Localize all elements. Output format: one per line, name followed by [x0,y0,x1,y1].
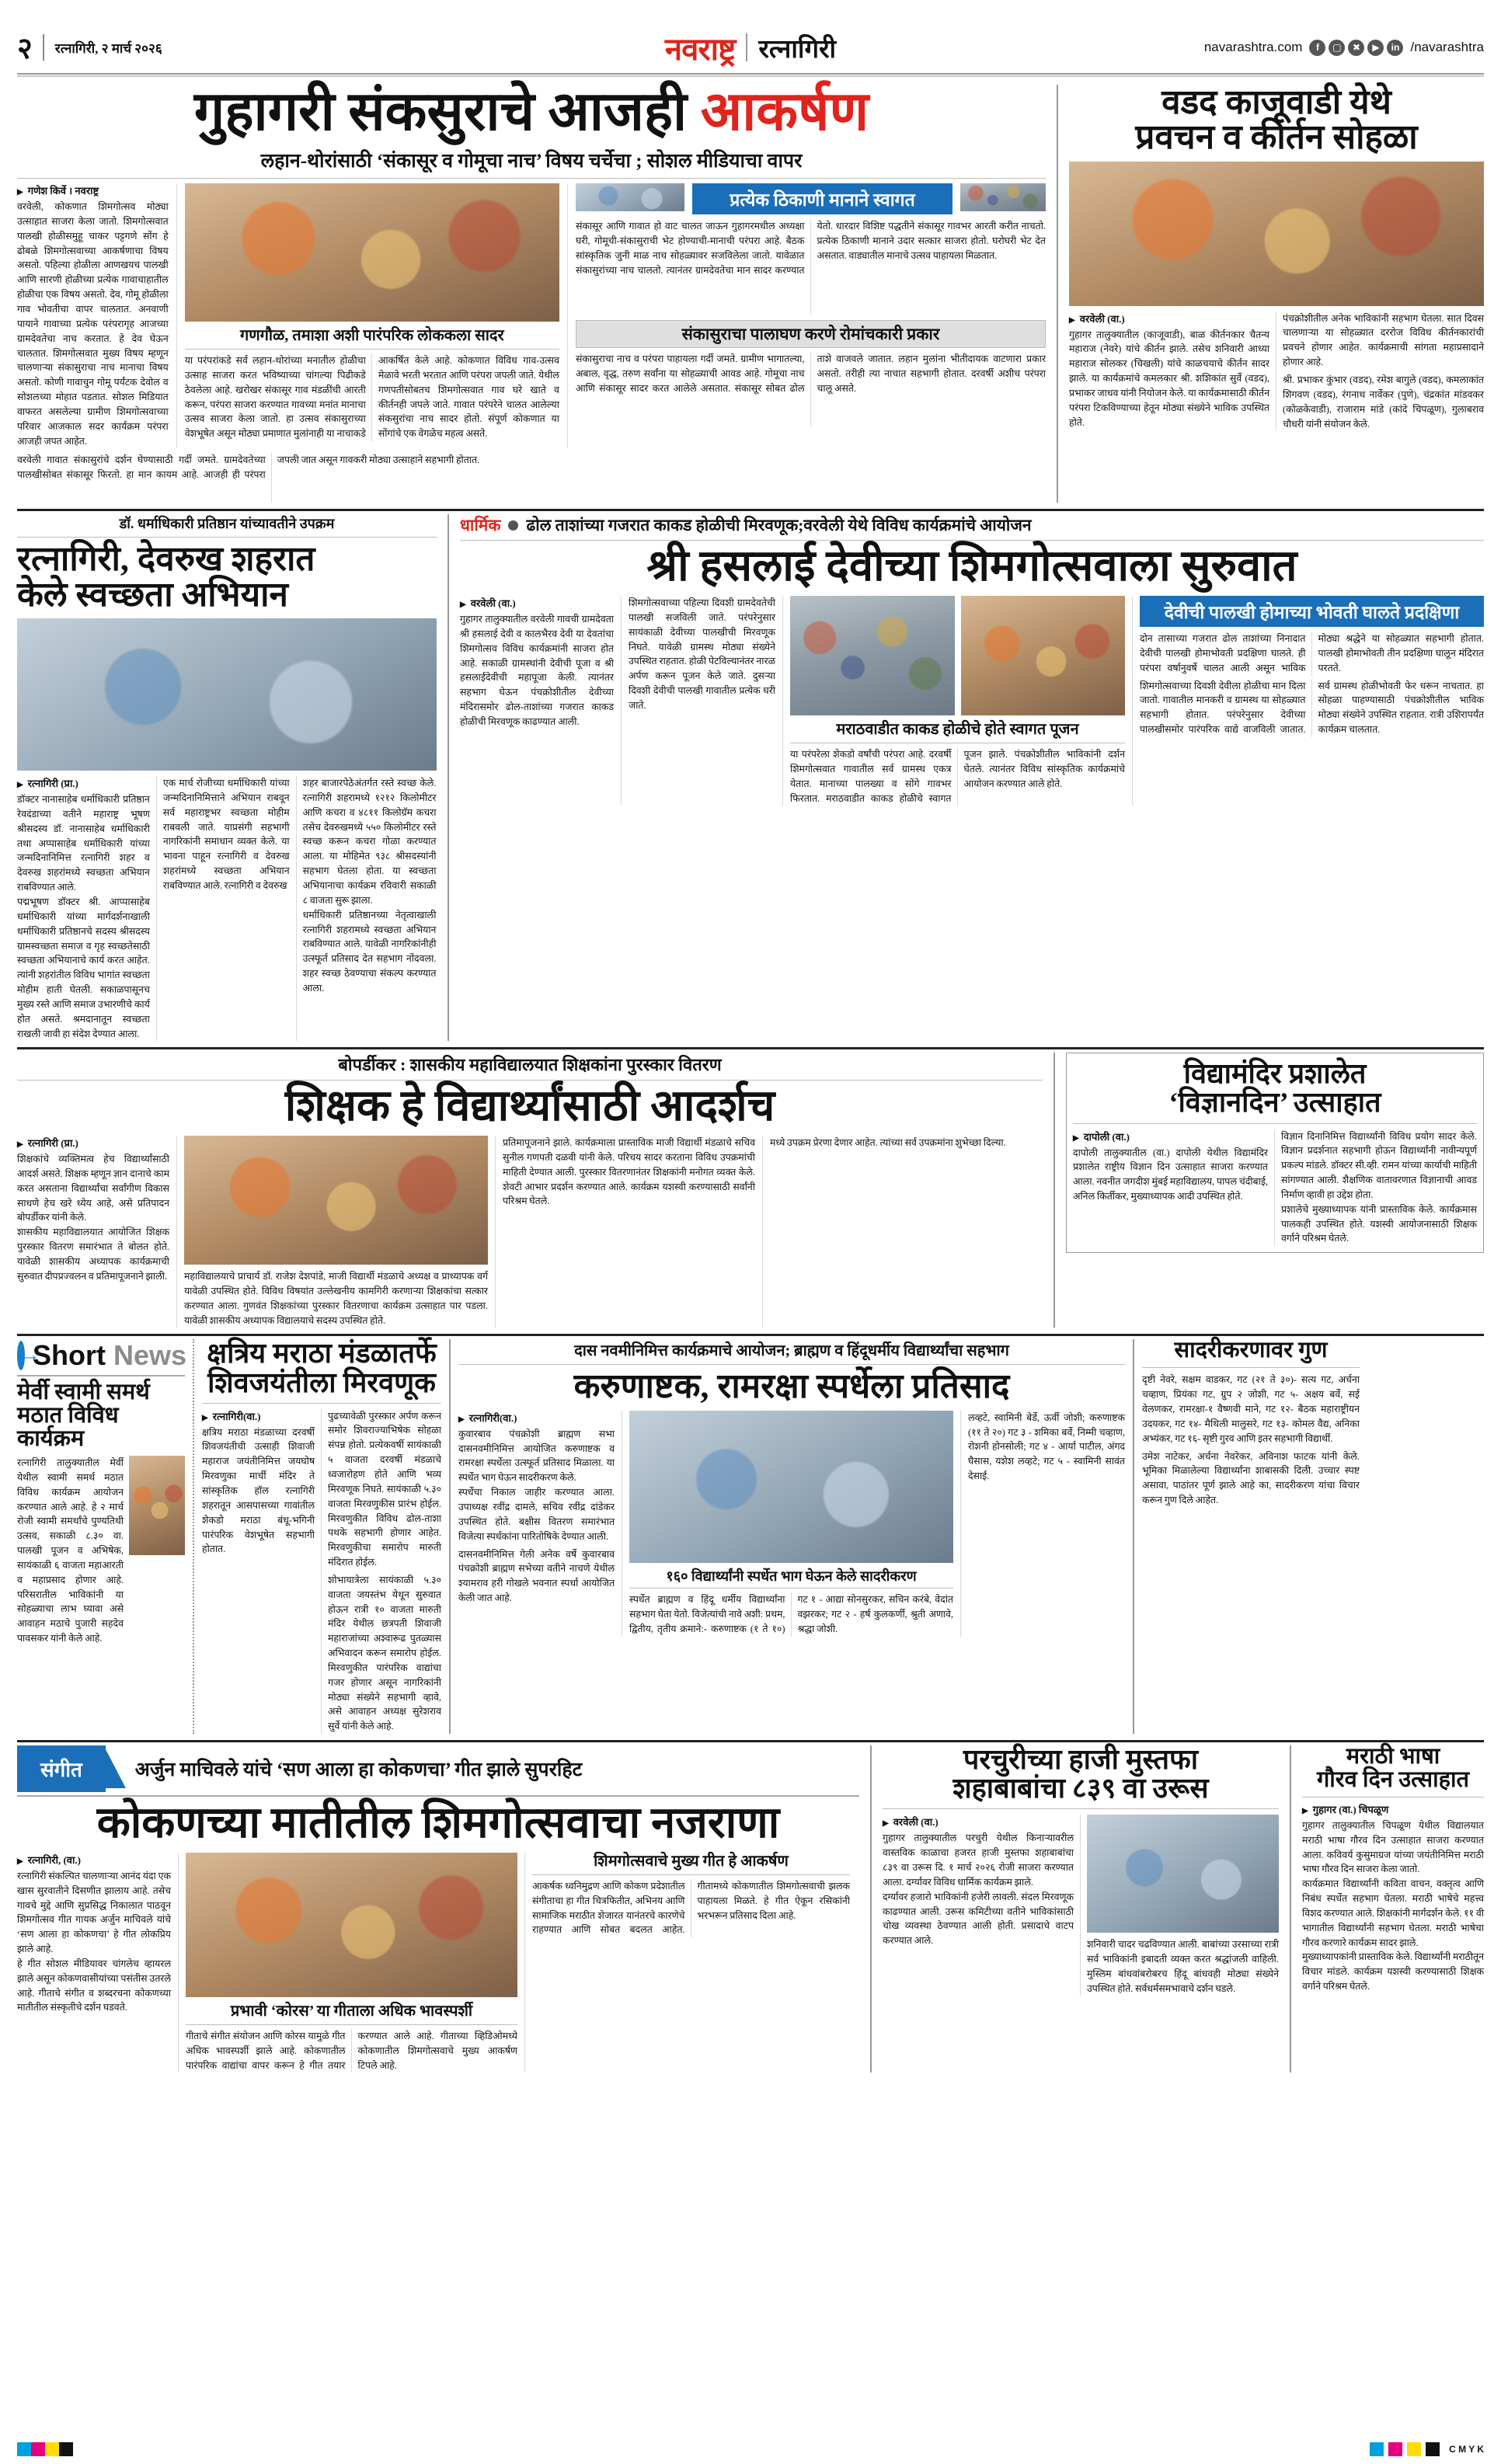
sadarikaran-headline: सादरीकरणावर गुण [1174,1338,1328,1363]
cmyk-bar-left [17,2442,73,2456]
sangeet-dateline: ▶ रत्नागिरी, (वा.) [17,1853,171,1867]
swachhata-headline-1: रत्नागिरी, देवरुख शहरात [17,540,315,579]
lead-headline [17,82,1046,142]
haslai-body-5: शिमगोत्सवाच्या दिवशी देवीला होळीचा मान दिला जातो. गावातील मानकरी व ग्रामस्थ या सोहळ्यात सहभागी होतात. परंपरेनुसार देवीच्या पालखीसमोर पारंपरिक वाद्ये वाजविली जातात. सर्व ग्रामस्थ होळीभोवती फेर धरून नाचतात. हा सोहळा पाहण्यासाठी पंचक्रोशीतील भाविक मोठ्या संख्येने उपस्थित राहतात. रात्री उशिरापर्यंत कार्यक्रम चालतात. [1140,680,1484,736]
cyan-swatch [17,2442,31,2456]
lead-headline-accent: आकर्षण [700,82,869,142]
shivjayanti-short-body: शोभायात्रेला सायंकाळी ५.३० वाजता जयस्तंभ येथून सुरुवात होऊन रात्री १० वाजता मारुती मंदिर येथील छत्रपती शिवाजी महाराजांच्या अश्वारूढ पुतळ्यास अभिवादन करून समारोप होईल. मिरवणुकीत पारंपरिक वाद्यांचा गजर होणार असून नागरिकांनी मोठ्या संख्येने सहभागी व्हावे, असे आवाहन अध्यक्ष सुरेशराव सुर्वे यांनी केले आहे. [328,1574,441,1732]
yellow-swatch [45,2442,59,2456]
facebook-icon[interactable]: f [1309,40,1325,56]
lead-box-body-1: संकासूर आणि गावात हो वाट चालत जाऊन गुहागरमधील अध्यक्षा घरी, गोमूची-संकासुराची भेट होण्याची-मानाची परंपरा आहे. बैठक सांस्कृतिक जुनी माळ नाच सोहळ्यावर सजविलेला जातो. यावेळात संकासुरांच्या नाच चालतो. त्यानंतर ग्रामदेवतेचा मान सादर करण्यात येतो. धारदार विशिष्ट पद्धतीने संकासूर गावभर आरती करीत नाचतो. प्रत्येक ठिकाणी मानाने उदार सत्कार साजरा होतो. घरोघरी भेट देत असतात. वाड्यातील मानाचे उत्सव पाहायला मिळतात. [575,221,1047,276]
marathi-dateline: ▶ गुहागर (वा.) चिपळूण [1302,1802,1484,1816]
block-education [17,1053,1484,1328]
lead-thumb-right [960,183,1046,211]
page-number: २ [17,33,32,65]
sangeet-caption-rule [186,2024,517,2025]
sangeet-kicker-row [17,1745,859,1792]
magenta-swatch [31,2442,45,2456]
haslai-body-3: या परंपरेला शेकडो वर्षांची परंपरा आहे. दरवर्षी शिमगोत्सवात गावातील सर्व ग्रामस्थ एकत्र येतात. मानाच्या पालख्या व सोंगे गावभर फिरतात. मराठवाडीत काकड होळीचे स्वागत पूजन झाले. पंचक्रोशीतील भाविकांनी दर्शन घेतले. त्यानंतर विविध सांस्कृतिक कार्यक्रमांचे आयोजन करण्यात आले होते. [790,749,1125,804]
mervi-body: रत्नागिरी तालुक्यातील मेर्वी येथील स्वामी समर्थ मठात विविध कार्यक्रम आयोजन करण्यात आले आहे. हे २ मार्च रोजी स्वामी समर्थांचे पुण्यतिथी उत्सव, सकाळी ८.३० वा. पालखी पूजन व अभिषेक, सायंकाळी ६ वाजता महाआरती व महाप्रसाद होणार आहे. परिसरातील भाविकांनी या सोहळ्याचा लाभ घ्यावा असे आवाहन मठाचे पुजारी सहदेव पावसकर यांनी केले आहे. [17,1457,124,1644]
marathi-headline-2: गौरव दिन उत्साहात [1316,1767,1470,1793]
sangeet-rule [17,1795,859,1797]
karunashtak-dateline: ▶ रत्नागिरी(वा.) [458,1411,615,1425]
lead-subhead: लहान-थोरांसाठी ‘संकासूर व गोमूचा नाच’ विषय चर्चेचा ; सोशल मीडियाचा वापर [260,151,803,172]
mervi-headline-2: मठात विविध कार्यक्रम [17,1403,119,1452]
haslai-body-2: शिमगोत्सवाच्या पहिल्या दिवशी ग्रामदेवतेची पालखी सजविली जाते. परंपरेनुसार सायंकाळी देवीच्या पालखीची मिरवणूक निघते. यावेळी ग्रामस्थ मोठ्या संख्येने उपस्थित राहतात. होळी पेटविल्यानंतर नारळ अर्पण करून पूजन केले जाते. दुसऱ्या दिवशी देवीची पालखी गावातील प्रत्येक घरी जाते. [629,597,775,712]
block-community [17,1339,1484,1734]
karunashtak-caption-rule [629,1588,953,1589]
shikshak-col-2 [177,1136,496,1328]
haslai-rule [460,540,1484,541]
shikshak-photo [184,1136,488,1265]
haji-col-2 [1081,1815,1279,1996]
arrow-circle-icon [17,1341,25,1370]
vadad-photo [1069,162,1484,306]
block-separator-4 [17,1740,1484,1742]
swachhata-body-4: शहर बाजारपेठेअंतर्गत रस्ते स्वच्छ केले. रत्नागिरी शहरामध्ये १२१२ किलोमीटर आणि कचरा व ४८११ किलोग्रॅम कचरा तसेच देवरुखमध्ये ५५० किलोमीटर रस्ते स्वच्छ करून कचरा गोळा करण्यात आला. या मोहिमेत ९३८ श्रीसदस्यांनी सहभाग घेतला होता. या स्वच्छता अभियानाचा कार्यक्रम रविवारी सकाळी ८ वाजता सुरू झाला. [302,778,437,906]
social-handle[interactable]: /navarashtra [1410,40,1484,54]
kshatriya-story [194,1339,451,1734]
vadad-body-area [1069,311,1484,432]
logo-navarashtra: नवराष्ट्र [664,31,736,67]
haslai-headline: श्री हसलाई देवीच्या शिमगोत्सवाला सुरुवात [646,542,1297,591]
sangeet-body-3: आकर्षक ध्वनिमुद्रण आणि कोकण प्रदेशातील संगीताचा हा गीत चित्रफितीत, अभिनय आणि सामाजिक मराठीत शेजारत यानंतरचे कारणेचे राहण्यात आणि सोबत बदलत आहेत. गीतामध्ये कोकणातील शिमगोत्सवाची झलक पाहायला मिळते. हे गीत ऐकून रसिकांनी भरभरून प्रतिसाद दिला आहे. [532,1880,850,1936]
karunashtak-headline: करुणाष्टक, रामरक्षा स्पर्धेला प्रतिसाद [573,1367,1010,1406]
haslai-dateline: ▶ वरवेली (वा.) [460,596,614,610]
haji-headline-2: शहाबाबांचा ८३९ वा उरूस [952,1773,1209,1804]
vidyamandir-dateline: ▶ दापोली (वा.) [1073,1129,1268,1143]
vidyamandir-rule [1073,1123,1477,1124]
marathi-body-2: कार्यक्रमात विद्यार्थ्यांनी कविता वाचन, वक्तृत्व आणि निबंध स्पर्धेत सहभाग घेतला. मराठी भाषेचे महत्त्व विशद करण्यात आले. शिक्षकांनी मार्गदर्शन केले. ११ वी भागातील विद्यार्थ्यांनी सहभाग घेतला. मराठी भाषेचा गौरव करणारे कार्यक्रम सादर झाले. [1302,1878,1484,1948]
block-lead [17,82,1484,503]
haslai-photo-row [790,596,1125,715]
instagram-icon[interactable]: ▢ [1329,40,1345,56]
sangeet-col-3 [525,1853,850,2073]
vadad-body-2: पंचक्रोशीतील अनेक भाविकांनी सहभाग घेतला. सात दिवस चालणाऱ्या या सोहळ्यात दररोज विविध कीर्तनकारांची प्रवचने होणार आहेत. कार्यक्रमाची सांगता महाप्रसादाने होणार आहे. [1283,312,1484,368]
vadad-caption-names: श्री. प्रभाकर कुंभार (वडद), रमेश बागुले (वडद), कमलाकांत शिगवण (वडद), रंगनाथ नार्वेकर (पुणे), चंद्रकांत मांडवकर (कोळकेवाडी), राजाराम मांडे (कांदे चिपळूण), गुलाबराव चौधरी यांनी संयोजन केले. [1283,374,1484,430]
logo-separator [746,33,747,61]
haslai-body-4: दोन तासाच्या गजरात ढोल ताशांच्या निनादात देवीची पालखी होमाभोवती प्रदक्षिणा घालते. ही परंपरा वर्षानुवर्षे चालत आली असून भाविक मोठ्या श्रद्धेने या सोहळ्यात सहभागी होतात. पालखी होमाभोवती तीन प्रदक्षिणा घालून मंदिरात परतते. [1140,633,1484,673]
sangeet-col-1 [17,1853,179,2073]
karunashtak-body-area [458,1411,1125,1637]
sangeet-poster [186,1853,517,1997]
haji-col-1 [883,1815,1081,1996]
sangeet-body-2: हे गीत सोशल मीडियावर चांगलेच व्हायरल झाले असून कोकणवासीयांच्या पसंतीस उतरले आहे. गीताचे संगीत व शब्दरचना कोकणच्या मातीतील संस्कृतीचे दर्शन घडवते. [17,1958,171,2013]
karunashtak-photo [629,1411,953,1563]
sangeet-sub-caption: शिमगोत्सवाचे मुख्य गीत हे आकर्षण [594,1852,789,1870]
haslai-col-4 [1133,596,1484,806]
block-culture [17,1745,1484,2072]
linkedin-icon[interactable]: in [1387,40,1403,56]
karunashtak-body-1: कुवारबाव पंचक्रोशी ब्राह्मण सभा दासनवमीनिमित्त आयोजित करुणाष्टक व रामरक्षा स्पर्धेला उत्स्फूर्त प्रतिसाद मिळाला. या स्पर्धेत भाग घेऊन सादरीकरण केले. [458,1428,615,1484]
karunashtak-rule [458,1364,1125,1365]
sadarikaran-rule [1142,1367,1360,1368]
lead-photo-caption: गणगौळ, तमाशा अशी पारंपरिक लोककला सादर [239,327,504,345]
haji-body-2: शनिवारी चादर चढविण्यात आली. बाबांच्या उरसाच्या रात्री सर्व भाविकांनी इबादती व्यक्त करत श्रद्धांजली वाहिली. मुस्लिम बांधवांबरोबरच हिंदू बांधवही मोठ्या संख्येने उपस्थित होते. सर्वधर्मसमभावाचे दर्शन घडले. [1087,1939,1279,1994]
shortnews-column [17,1339,194,1734]
vadad-col-2 [1276,311,1484,432]
lead-box-title: प्रत्येक ठिकाणी मानाने स्वागत [692,183,952,214]
vadad-col-1 [1069,311,1276,432]
black-swatch [59,2442,73,2456]
karunashtak-photo-caption: १६० विद्यार्थ्यांनी स्पर्धेत भाग घेऊन केले सादरीकरण [666,1568,917,1584]
shikshak-body-1: शिक्षकांचे व्यक्तिमत्व हेच विद्यार्थ्यांसाठी आदर्श असते. शिक्षक म्हणून ज्ञान दानाचे काम करत असताना विद्यार्थ्यांचा सर्वांगीण विकास साधणे हेच खरे ध्येय आहे, असे प्रतिपादन बोपर्डीकर यांनी केले. [17,1154,169,1223]
shortnews-rule [17,1375,185,1376]
vidyamandir-headline-2: ‘विज्ञानदिन’ उत्साहात [1168,1087,1381,1119]
lead-col-1 [17,183,177,448]
shikshak-kicker: बोपर्डीकर : शासकीय महाविद्यालयात शिक्षकांना पुरस्कार वितरण [338,1055,722,1075]
sangeet-body-4: गीताचे संगीत संयोजन आणि कोरस यामुळे गीत अधिक भावस्पर्शी झाले आहे. कोकणातील पारंपरिक वाद्यांचा वापर करून हे गीत तयार करण्यात आले आहे. गीताच्या व्हिडिओमध्ये कोकणातील शिमगोत्सवाचे मुख्य आकर्षण टिपले आहे. [186,2030,517,2071]
shortnews-label-1: Short [33,1339,106,1372]
shikshak-col-1 [17,1136,177,1328]
marathi-body-1: गुहागर तालुक्यातील चिपळूण येथील विद्यालयात मराठी भाषा गौरव दिन उत्साहात साजरा करण्यात आला. कविवर्य कुसुमाग्रज यांच्या जयंतीनिमित्त मराठी भाषा गौरव दिन साजरा केला जातो. [1302,1819,1484,1875]
mervi-photo [129,1456,185,1555]
swachhata-rule [17,537,437,538]
vidyamandir-col-1 [1073,1129,1275,1247]
karunashtak-story [451,1339,1134,1734]
lead-box-body-2: संकासुराचा नाच व परंपरा पाहायला गर्दी जमते. ग्रामीण भागातल्या, अबाल, वृद्ध, तरुण सर्वांना या सोहळ्याची आवड आहे. गोमूचा नाच आणि संकासूर सादर करत आलेले असतात. संकासूर सोबत ढोल ताशे वाजवले जातात. लहान मुलांना भीतीदायक वाटणारा प्रकार असतो. तरीही त्या नाचात सहभागी होतात. दरवर्षी अशीच परंपरा चालू असते. [575,353,1047,394]
shikshak-dateline: ▶ रत्नागिरी (प्रा.) [17,1136,169,1150]
shikshak-col-4 [763,1136,1030,1328]
haslai-body-area [460,596,1484,806]
vidyamandir-story [1055,1053,1484,1328]
haslai-kicker-row [460,514,1484,536]
lead-headline-main: गुहागरी संकसुराचे आजही [193,82,701,142]
karunashtak-body-4: लव्हटे, स्वामिनी बेर्डे, ऊर्वी जोशी; करुणाष्टक (११ ते २०) गट ३ - शमिका बर्वे, निम्मी चव्हाण, रोशनी होनसोली; गट ४ - आर्या पाटील, अंगद घैसास, यशेश लव्हटे; गट ५ - स्वामिनी सावंत देसाई. [967,1411,1125,1482]
vidyamandir-body-3: प्रशालेचे मुख्याध्यापक यांनी प्रास्ताविक केले. कार्यक्रमास पालकही उपस्थित होते. यशस्वी आयोजनासाठी शिक्षक वर्गाने परिश्रम घेतले. [1281,1203,1477,1244]
sangeet-story [17,1745,872,2072]
vadad-body-1: गुहागर तालुक्यातील (काजूवाडी), बाळ कीर्तनकार चैतन्य महाराज (नेवरे) यांचे कीर्तन झाले. तसेच शनिवारी आध्या महाराज सोलकर (चिखली) यांचे काळचयाचे कीर्तन सादर झाले. या कार्यक्रमांचे कमलकार श्री. शशिकांत सुर्वे (वडद), प्रभाकर जाधव यांनी नियोजन केले. या कार्यक्रमासाठी कीर्तन परंपरा टिकविण्याच्या हेतून मोठ्या संख्येने भाविक उपस्थित होते. [1069,329,1269,428]
lead-col-3 [568,183,1046,448]
lead-box-head-row [576,183,1046,214]
haji-rule [883,1808,1279,1809]
masthead [17,0,1484,68]
kshatriya-col-2 [322,1409,441,1735]
kshatriya-body-area [202,1409,441,1735]
sadarikaran-body-1: दृष्टी नेवरे, सक्षम वाडकर, गट (२१ ते ३०)- सत्य गट, अर्चना चव्हाण, प्रियंका गट, ग्रुप २ जोशी, गट ५- अक्षय बर्वे, सई वेलणकर, रामरक्षा-१ वैष्णवी माने, गट १२- बैठक महाराष्ट्रीयन उदयकर, गट १४- मैथिली मालुसरे, गट १३- कोमल वैद्य, अनिका अभ्यंकर, गट १६- सृष्टी गुरव आणि इतर सहभागी विद्यार्थी. [1142,1374,1360,1444]
marathi-headline-1: मराठी भाषा [1346,1744,1440,1770]
kshatriya-body-2: पुढच्यावेळी पुरस्कार अर्पण करून समोर शिवराज्याभिषेक सोहळा संपन्न होतो. प्रत्येकवर्षी सायंकाळी ५ वाजता दरवर्षी मंडळाचे ध्वजारोहण होते आणि भव्य मिरवणूक निघते. सायंकाळी ५.३० वाजता मिरवणुकीस प्रारंभ होईल. मिरवणुकीत विविध ढोल-ताशा पथके सहभागी होणार आहेत. मिरवणुकीचा समारोप मारुती मंदिरात होईल. [328,1410,441,1568]
shortnews-header[interactable] [17,1339,185,1372]
masthead-logo[interactable] [516,26,985,69]
sadarikaran-body-2: उमेश नाटेकर, अर्चना नेवरेकर, अविनाश फाटक यांनी केले. भूमिका मिळालेल्या विद्यार्थ्यांना शाबासकी दिली. उच्चार स्पष्ट असावा, पाठांतर पूर्ण झाले आहे का, सादरीकरण यांचा विचार करून गुण दिले आहेत. [1142,1450,1360,1506]
haji-body-3: दर्ग्यावर हजारो भाविकांनी हजेरी लावली. संदल मिरवणूक काढण्यात आली. उरूस कमिटीच्या वतीने भाविकांसाठी चोख व्यवस्था ठेवण्यात आली होती. प्रसादाचे वाटप करण्यात आले. [883,1891,1074,1947]
cmyk-mark: C M Y K [1449,2444,1484,2455]
cyan-swatch-right [1370,2442,1384,2456]
mervi-headline-1: मेर्वी स्वामी समर्थ [17,1380,150,1405]
sangeet-sub-caption-2: प्रभावी ‘कोरस’ या गीताला अधिक भावस्पर्शी [230,2002,473,2020]
lead-box-subtitle: संकासुराचा पालाघण करणे रोमांचकारी प्रकार [576,320,1046,348]
shikshak-body-5: मध्ये उपक्रम प्रेरणा देणार आहेत. त्यांच्या सर्व उपक्रमांना शुभेच्छा दिल्या. [770,1137,1006,1149]
swachhata-kicker: डॉ. धर्माधिकारी प्रतिष्ठान यांच्यावतीने उपक्रम [119,516,335,532]
kshatriya-rule [202,1403,441,1404]
shikshak-rule [17,1080,1043,1081]
haslai-kicker: ढोल ताशांच्या गजरात काकड होळीची मिरवणूक;वरवेली येथे विविध कार्यक्रमांचे आयोजन [526,516,1032,535]
edition-dateline: रत्नागिरी, २ मार्च २०२६ [54,40,162,56]
swachhata-body-1: डॉक्टर नानासाहेब धर्माधिकारी प्रतिष्ठान रेवदंडाच्या वतीने महाराष्ट्र भूषण श्रीसदस्य डॉ. नानासाहेब धर्माधिकारी तथा अप्पासाहेब धर्माधिकारी यांच्या जन्मदिनानिमित्त रत्नागिरी शहर व देवरुख शहरांमध्ये स्वच्छता अभियान राबविण्यात आले. [17,794,150,893]
shikshak-body-3: महाविद्यालयाचे प्राचार्य डॉ. राजेश देशपांडे, माजी विद्यार्थी मंडळाचे अध्यक्ष व प्राध्यापक वर्ग यावेळी उपस्थित होते. विविध विषयांत उल्लेखनीय कामगिरी करणाऱ्या शिक्षकांचा सत्कार करण्यात आला. गुणवंत शिक्षकांच्या पुरस्कार वितरणाचा कार्यक्रम उत्साहात पार पडला. यावेळी शासकीय अध्यापक विद्यालयाचे सदस्य उपस्थित होते. [184,1271,488,1326]
sangeet-body-area [17,1853,859,2073]
vidyamandir-col-2 [1275,1129,1477,1247]
lead-body-1: वरवेली, कोकणात शिमगोत्सव मोठ्या उत्साहात साजरा केला जातो. शिमगोत्सवात पालखी होळीसमुहू चाकर पट्टगणे सोंग हे ढोबळे शिमगोत्सवाच्या आकर्षणाचा विषय असतो. पहिल्या होळीला आणखयच पालखी आणि सारणी होळीच्या प्रत्येक गावाचाहातील होळीचा एक विषय असतो. देव, गोमू होळीला गाव भोवतीचा वापर चालतात. अनवाणी पायाने गावाच्या प्रत्येक परंपरागृह आजच्या ग्रामदेवतेचा नाच करतात. हे देव घेऊन चालतात. शिमगोत्सवात मुख्य विषय म्हणून चालणाऱ्या संकासुराचा नाच मानाचा विषय असतो. कोणी गावाचुन गोमू पर्यंटक देवोल व सोशलच्या मोहात पडतात. सोशल मिडियात वाफरत असलेल्या ग्रामीण शिमगोत्सवाच्या परिवार आजकाल सदर कार्यक्रम परंपरा आजही जपत आहेत. [17,201,169,447]
shikshak-body-4: प्रतिमापूजनाने झाले. कार्यक्रमाला प्रास्ताविक माजी विद्यार्थी मंडळाचे सचिव सुनील गणपती दळवी यांनी केले. परिचय सादर करताना विविध उपक्रमांची माहिती देण्यात आली. पुरस्कार वितरणानंतर शिक्षकांनी मनोगत व्यक्त केले. शेवटी आभार प्रदर्शन करण्यात आले. कार्यक्रम यशस्वी करण्यासाठी सर्वांनी परिश्रम घेतले. [503,1137,755,1207]
marathi-rule [1302,1797,1484,1798]
sangeet-body-1: रत्नागिरी संकल्पित चालणाऱ्या आनंद यंदा एक खास सुरवातीने दिसणीत झालाय आहे. तसेच गावचे मुद्दे आणि सुप्रसिद्ध निकालात पाठवून शिमगोत्सव गीत गायक अर्जुन माचिवले यांचे ‘सण आला हा कोकणचा’ हे गीत लोकप्रिय झाले आहे. [17,1870,171,1955]
haji-story [872,1745,1291,2072]
kshatriya-col-1 [202,1409,322,1735]
swachhata-body-5: धर्माधिकारी प्रतिष्ठानच्या नेतृत्वाखाली रत्नागिरी शहरामध्ये स्वच्छता अभियान राबविण्यात आले. यावेळी नागरिकांनीही उत्स्फूर्त प्रतिसाद देत सहभाग नोंदवला. शहर स्वच्छ ठेवण्याचा संकल्प करण्यात आला. [302,909,437,994]
vidyamandir-box [1066,1053,1484,1253]
kshatriya-body-1: क्षत्रिय मराठा मंडळाच्या दरवर्षी शिवजयंतीची उत्साही शिवाजी महाराज जयंतीनिमित्त जयघोष मिरवणुका मार्ची मंदिर ते सांस्कृतिक हॉल रत्नागिरी शहरातून आसपासच्या गावांतील शेकडो मराठा बंधू-भगिनी पारंपरिक वेशभूषेत सहभागी होतात. [202,1426,315,1555]
vadad-headline-2: प्रवचन व कीर्तन सोहळा [1135,118,1418,157]
karunashtak-col-3 [961,1411,1125,1637]
block-separator-3 [17,1334,1484,1336]
swachhata-col-3 [297,776,437,1041]
lead-byline: ▶ गणेश किर्वे । नवराष्ट्र [17,183,169,197]
lead-body-2: या परंपरांकडे सर्व लहान-थोरांच्या मनातील होळीचा उत्साह साजरा करत भविष्याच्या चांगल्या पिढीकडे ठेवलेला आहे. खरोखर संकासूर गाव मंडळींची आरती करून, परंपरा साजरा करण्यात गावच्या मनांत मानाचा उत्सव साजरा केला जातो. हा उत्सव संकासुराच्या वेशभूषेत असून मोठ्या प्रमाणात मुलांनाही या नाचाकडे आकर्षित केले आहे. कोकणात विविध गाव-उत्सव मेळावे भरती भरतात आणि परंपरा जपली जाते. येथील गणपतीसोबतच शिमगोत्सवात गाव घरे खाते व कीर्तनही जपले जाते. गावात परंपरेने चालत आलेल्या संकसुरांचा नाच सादर होतो. संपूर्ण कोकणात या सोंगांचे एक वेगळेच महत्व असते. [184,355,559,440]
haslai-photo-2 [961,596,1126,715]
haji-dateline: ▶ वरवेली (वा.) [883,1815,1074,1829]
vidyamandir-body-area [1073,1129,1477,1247]
haji-body-area [883,1815,1279,1996]
shikshak-col-3 [496,1136,763,1328]
sangeet-headline: कोकणच्या मातीतील शिमगोत्सवाचा नजराणा [96,1799,780,1848]
x-icon[interactable]: ✖ [1348,40,1364,56]
black-swatch-right [1426,2442,1440,2456]
haslai-col-2 [622,596,783,806]
haji-body-1: गुहागर तालुक्यातील परचुरी येथील किनाऱ्यावरील वास्तविक काळाचा हजरत हाजी मुस्तफा शहाबाबांचा ८३९ वा उरूस दि. १ मार्च २०२६ रोजी साजरा करण्यात आला. दर्ग्यावर विविध धार्मिक कार्यक्रम झाले. [883,1832,1074,1888]
logo-edition-name: रत्नागिरी [758,35,837,64]
marathi-bhasha-story [1291,1745,1484,2072]
haji-photo [1087,1815,1279,1933]
lead-photo-main [185,183,559,322]
shikshak-body-2: शासकीय महाविद्यालयात आयोजित शिक्षक पुरस्कार वितरण समारंभात ते बोलत होते. यावेळी शासकीय अध्यापक कार्यक्रमाची सुरुवात दीपप्रज्वलन व प्रतिमापूजनाने झाली. [17,1227,169,1282]
vidyamandir-headline-1: विद्यामंदिर प्रशालेत [1183,1058,1367,1090]
shikshak-story [17,1053,1055,1328]
lead-rule [17,178,1046,179]
sangeet-sub-rule [532,1874,850,1875]
marathi-body-3: मुख्याध्यापकांनी प्रास्ताविक केले. विद्यार्थ्यांनी मराठीतून विचार मांडले. कार्यक्रम यशस्वी करण्यासाठी शिक्षक वर्गाने परिश्रम घेतले. [1302,1951,1484,1992]
shikshak-body-area [17,1136,1043,1328]
haslai-story [449,514,1484,1041]
haslai-box-subtitle: देवीची पालखी होमाच्या भोवती घालते प्रदक्षिणा [1140,596,1484,627]
vadad-story [1058,85,1484,503]
vadad-headline-1: वडद काजूवाडी येथे [1161,83,1391,121]
karunashtak-col-1 [458,1411,622,1637]
block-separator-2 [17,1047,1484,1049]
haslai-col-3 [783,596,1133,806]
lead-story [17,82,1058,503]
swachhata-col-2 [157,776,297,1041]
masthead-left [17,27,516,68]
sadarikaran-story [1134,1339,1360,1734]
cmyk-bar-right [1370,2442,1484,2456]
masthead-right [985,40,1484,56]
page-footer [17,2442,1484,2456]
vadad-dateline: ▶ वरवेली (वा.) [1069,311,1269,325]
swachhata-body-3: एक मार्च रोजीच्या धर्माधिकारी यांच्या जन्मदिनानिमित्ताने अभियान राबवून सर्व महाराष्ट्रभर स्वच्छता मोहीम राबवली जाते. याप्रसंगी सहभागी नागरिकांनी समाधान व्यक्त केले. या भावना पाहून रत्नागिरी व देवरुख शहरांमध्ये स्वच्छता अभियान राबविण्यात आले. रत्नागिरी व देवरुख [162,778,290,891]
haslai-col-1 [460,596,622,806]
haslai-tag: धार्मिक [460,516,501,535]
swachhata-body-2: पद्मभूषण डॉक्टर श्री. आप्पासाहेब धर्माधिकारी यांच्या मार्गदर्शनाखाली धर्माधिकारी प्रतिष्ठानचे सदस्य श्रीसदस्य ग्रामस्वच्छता समाज व गृह स्वच्छतेसाठी स्वच्छता अभियानाचे कार्य करत आहेत. त्यांनी शहरांतील विविध भागांत स्वच्छता मोहीम हाती घेतली. सकाळपासूनच मुख्य रस्ते आणि समाज उभारणीचे कार्य होत असते. श्रमदानातून स्वच्छता राखली जावी हा संदेश देण्यात आला. [17,896,150,1039]
lead-body-area [17,183,1046,448]
sangeet-tag: संगीत [17,1745,106,1792]
lead-body-3: वरवेली गावात संकासुरांचे दर्शन घेण्यासाठी गर्दी जमते. ग्रामदेवतेच्या पालखीसोबत संकासूर फिरतो. हा मान कायम आहे. आजही ही परंपरा जपली जात असून गावकरी मोठ्या उत्साहाने सहभागी होतात. [17,454,480,481]
block-religious [17,514,1484,1041]
mervi-body-row [17,1456,185,1646]
swachhata-body-area [17,776,437,1041]
haslai-photo-1 [790,596,955,715]
sangeet-col-2 [179,1853,525,2073]
haslai-photo-caption: मराठवाडीत काकड होळीचे होते स्वागत पूजन [836,721,1079,739]
masthead-divider [43,34,44,61]
youtube-icon[interactable]: ▶ [1367,40,1384,56]
yellow-swatch-right [1407,2442,1421,2456]
karunashtak-body-2: स्पर्धेचा निकाल जाहीर करण्यात आला. उपाध्यक्ष रवींद्र दामले, सचिव रवींद्र दांडेकर उपस्थित होते. बक्षीस वितरण समारंभात विजेत्या स्पर्धकांना पारितोषिके देण्यात आली. [458,1487,615,1542]
block-separator-1 [17,509,1484,511]
swachhata-col-1 [17,776,157,1041]
masthead-rule [17,73,1484,77]
kshatriya-headline-1: क्षत्रिय मराठा मंडळातर्फे [207,1338,437,1369]
sangeet-kicker: अर्जुन माचिवले यांचे ‘सण आला हा कोकणचा’ गीत झाले सुपरहिट [134,1759,583,1781]
vidyamandir-body-1: दापोली तालुक्यातील (वा.) दापोली येथील विद्यामंदिर प्रशालेत राष्ट्रीय विज्ञान दिन उत्साहात साजरा करण्यात आला. नवनीत जगदीश मुंबई महाविद्यालय, पापल चंदीबाई, अनिल किर्तीकर, मुख्याध्यापक आदी उपस्थित होते. [1073,1147,1268,1202]
lead-caption-rule [185,349,559,350]
brahman-short-body: दासनवमीनिमित्त गेली अनेक वर्षे कुवारबाव पंचक्रोशी ब्राह्मण सभेच्या वतीने नाचणे येथील श्यामराव हरी गोखले भवनात स्पर्धा आयोजित केली जात आहे. [458,1548,615,1604]
shortnews-label-2: News [113,1339,187,1372]
karunashtak-col-2 [622,1411,961,1637]
social-icons[interactable] [1309,40,1403,56]
tag-arrow-icon [106,1749,126,1788]
karunashtak-kicker: दास नवमीनिमित्त कार्यक्रमाचे आयोजन; ब्राह्मण व हिंदूधर्मीय विद्यार्थ्यांचा सहभाग [574,1342,1009,1360]
bullet-icon [508,520,518,531]
shikshak-headline: शिक्षक हे विद्यार्थ्यांसाठी आदर्शच [284,1082,775,1131]
website-url[interactable]: navarashtra.com [1203,40,1303,54]
haji-headline-1: परचुरीच्या हाजी मुस्तफा [963,1744,1199,1776]
swachhata-headline-2: केले स्वच्छता अभियान [17,575,288,614]
swachhata-story [17,514,449,1041]
lead-col-2 [177,183,568,448]
kshatriya-headline-2: शिवजयंतीला मिरवणूक [207,1366,436,1398]
magenta-swatch-right [1388,2442,1402,2456]
swachhata-dateline: ▶ रत्नागिरी (प्रा.) [17,776,150,790]
lead-thumb-left [576,183,684,211]
swachhata-photo [17,618,437,771]
vidyamandir-body-2: विज्ञान दिनानिमित्त विद्यार्थ्यांनी विविध प्रयोग सादर केले. विज्ञान प्रदर्शनात सहभागी होऊन विद्यार्थ्यांनी नावीन्यपूर्ण प्रकल्प मांडले. डॉक्टर सी.व्ही. रामन यांच्या कार्याची माहिती सांगण्यात आली. शैक्षणिक वातावरणात विज्ञानाची आवड निर्माण व्हावी हा उद्देश होता. [1281,1130,1477,1200]
haslai-body-1: गुहागर तालुक्यातील वरवेली गावची ग्रामदेवता श्री हसलाई देवी व कालभैरव देवी या देवतांचा शिमगोत्सव विविध कार्यक्रमांनी साजरा होत आहे. सकाळी ग्रामस्थांनी देवीची पूजा व श्री हसलाईदेवीची महापूजा केली. त्यानंतर सहभाग घेऊन पंचक्रोशीतील देवीच्या मंदिरासमोर ढोल-ताशांच्या गजरात काकड होळीची मिरवणूक काढण्यात आली. [460,614,614,728]
kshatriya-dateline: ▶ रत्नागिरी(वा.) [202,1409,315,1423]
karunashtak-body-3: स्पर्धेत ब्राह्मण व हिंदू धर्मीय विद्यार्थ्यांना सहभाग घेता येतो. विजेत्यांची नावे अशी: प्रथम, द्वितीय, तृतीय क्रमाने:- करुणाष्टक (१ ते १०) गट १ - आद्या सोनसुरकर, सचिन करंबे, वेदांत वझरकर; गट २ - हर्ष कुलकर्णी, श्रुती अणावे, श्रद्धा जोशी. [629,1594,953,1635]
